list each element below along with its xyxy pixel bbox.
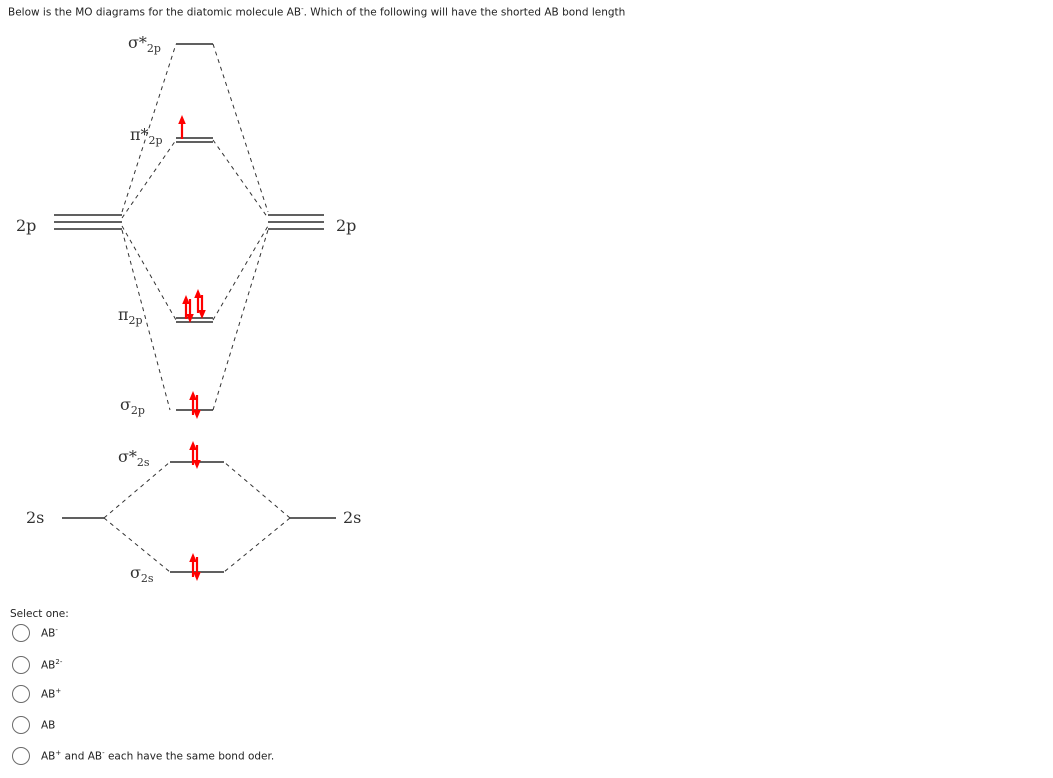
option-label: $AB^{2-}$ bbox=[41, 658, 63, 672]
option-ab-2minus[interactable] bbox=[12, 656, 62, 674]
electron-down-arrow bbox=[198, 295, 206, 319]
right-2p-label: 2p bbox=[336, 216, 357, 235]
option-label: AB+ and AB- each have the same bond oder. bbox=[41, 749, 275, 763]
right-2s-label: 2s bbox=[343, 508, 362, 527]
sigma-2s-label: $\sigma_{2s}$ bbox=[130, 563, 154, 585]
pi-2p-label: $\pi_{2p}$ bbox=[118, 305, 143, 327]
radio-button[interactable] bbox=[12, 656, 30, 674]
pi-star-2p-label: $\pi*_{2p}$ bbox=[130, 125, 163, 147]
option-same-bond-order[interactable] bbox=[12, 747, 274, 765]
sigma-star-2s-label: $\sigma*_{2s}$ bbox=[118, 447, 150, 469]
left-2p-levels bbox=[54, 215, 122, 229]
option-label: AB bbox=[41, 719, 56, 732]
option-ab-minus[interactable] bbox=[12, 624, 58, 642]
option-label: AB+ bbox=[41, 687, 62, 701]
sigma-2p-label: $\sigma_{2p}$ bbox=[120, 395, 145, 417]
radio-button[interactable] bbox=[12, 716, 30, 734]
electron-up-arrow bbox=[178, 115, 186, 139]
electron-up-arrow bbox=[194, 289, 202, 313]
sigma-star-2p-label: $\sigma*_{2p}$ bbox=[128, 33, 161, 55]
radio-button[interactable] bbox=[12, 624, 30, 642]
mo-diagram bbox=[0, 20, 400, 605]
right-2p-levels bbox=[268, 215, 324, 229]
option-label: AB- bbox=[41, 626, 58, 640]
electrons bbox=[178, 115, 206, 581]
option-ab-plus[interactable] bbox=[12, 685, 61, 703]
question-text: Below is the MO diagrams for the diatomic molecule AB-. Which of the following will have the shorted AB bond length bbox=[8, 5, 626, 19]
pi-2p-levels bbox=[176, 318, 213, 322]
option-ab-neutral[interactable] bbox=[12, 716, 55, 734]
radio-button[interactable] bbox=[12, 685, 30, 703]
left-2s-label: 2s bbox=[26, 508, 45, 527]
select-one-label: Select one: bbox=[10, 608, 69, 620]
left-2p-label: 2p bbox=[16, 216, 37, 235]
radio-button[interactable] bbox=[12, 747, 30, 765]
